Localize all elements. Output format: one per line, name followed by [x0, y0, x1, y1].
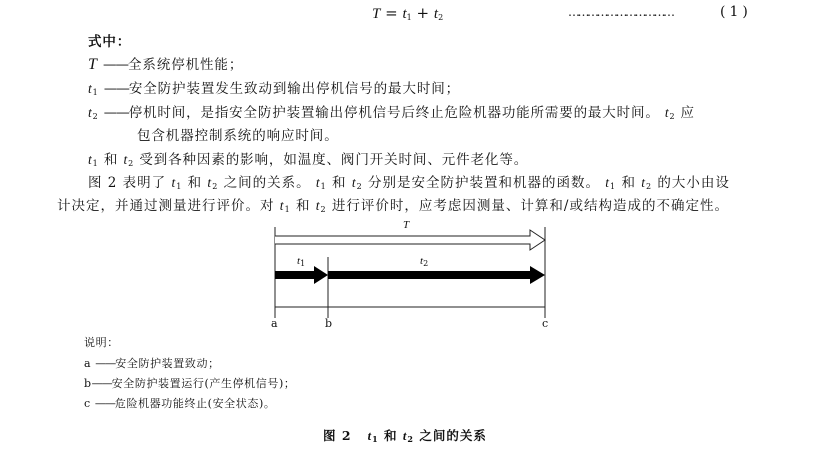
definition-T: T ——全系统停机性能； — [88, 56, 244, 73]
formula-leader: …………………………… — [568, 5, 673, 19]
point-c-label: c — [542, 317, 549, 330]
formula-equals: = — [385, 4, 398, 22]
t1-arrow — [275, 266, 328, 284]
definition-t2-continuation: 包含机器控制系统的响应时间。 — [137, 128, 339, 144]
paragraph-factors: $t_1$ 和 $t_2$ 受到各种因素的影响，如温度、阀门开关时间、元件老化等。 — [88, 152, 529, 168]
point-a-label: a — [271, 317, 278, 330]
label-t1: $t_1$ — [297, 255, 306, 268]
paragraph-relationship-line1: 图 2 表明了 $t_1$ 和 $t_2$ 之间的关系。 $t_1$ 和 $t_2$ 分别是安全防护装置和机器的函数。 $t_1$ 和 $t_2$ 的大小由设 — [88, 175, 730, 191]
point-b-label: b — [325, 317, 333, 330]
legend-item-b: b——安全防护装置运行(产生停机信号)； — [84, 377, 296, 390]
formula-plus: + — [416, 4, 430, 22]
definition-t1: $t_1$ ——安全防护装置发生致动到输出停机信号的最大时间； — [88, 81, 461, 97]
paragraph-relationship-line2: 计决定，并通过测量进行评价。对 $t_1$ 和 $t_2$ 进行评价时，应考虑因测量、计算和/或结构造成的不确定性。 — [57, 198, 729, 214]
legend-title: 说明： — [84, 336, 119, 349]
formula-T: T — [372, 6, 381, 22]
legend-item-c: c ——危险机器功能终止(安全状态)。 — [84, 397, 276, 410]
definition-t2: $t_2$ ——停机时间，是指安全防护装置输出停机信号后终止危险机器功能所需要的最大时间。 $t_2$ 应 — [88, 105, 695, 121]
formula: $T = t_1 + t_2$ — [372, 4, 444, 22]
definitions-intro: 式中： — [88, 34, 132, 50]
total-time-arrow — [275, 230, 545, 250]
label-T: T — [403, 219, 410, 231]
figure-caption: 图 2 $t_1$ 和 $t_2$ 之间的关系 — [323, 428, 487, 444]
label-t2: $t_2$ — [420, 255, 429, 268]
t2-arrow — [328, 266, 545, 284]
formula-number: (1) — [720, 4, 752, 20]
legend-item-a: a ——安全防护装置致动； — [84, 357, 220, 370]
